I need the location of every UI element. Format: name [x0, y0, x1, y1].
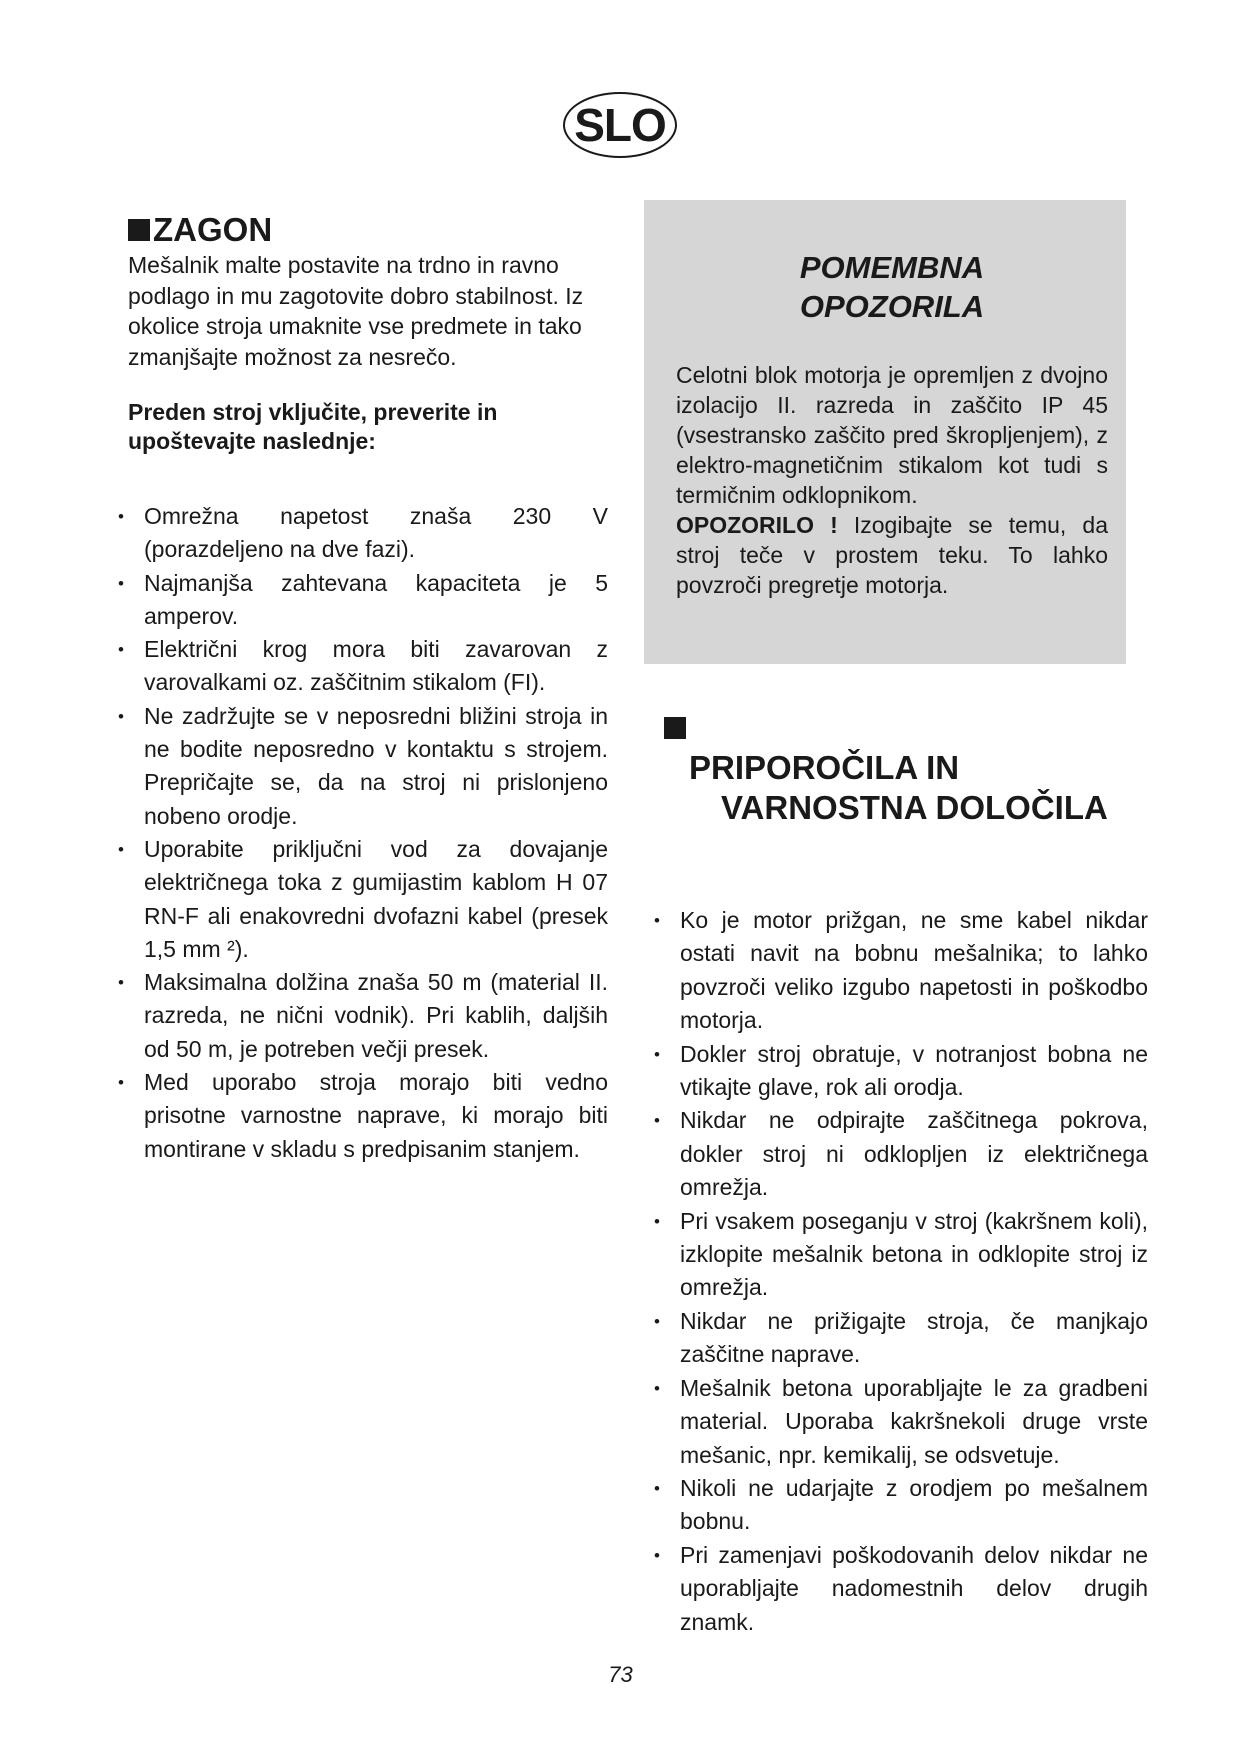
- bullet-icon: •: [118, 839, 124, 859]
- right-column: [654, 708, 1148, 1639]
- bullet-icon: •: [118, 573, 124, 593]
- bullet-icon: •: [118, 507, 124, 526]
- language-badge: SLO: [563, 92, 677, 158]
- bullet-icon: •: [654, 1545, 660, 1565]
- bullet-icon: •: [654, 1311, 660, 1331]
- section-title-zagon: [128, 210, 608, 250]
- list-item: • Ne zadržujte se v neposredni bližini stroja in ne bodite neposredno v kontaktu s strojem. Prepričajte se, da na stroj ni prislonjeno nobeno orodje.: [128, 700, 608, 833]
- list-item: • Maksimalna dolžina znaša 50 m (material II. razreda, ne nični vodnik). Pri kablih, daljših od 50 m, je potreben večji presek.: [128, 966, 608, 1066]
- bullet-icon: •: [654, 1478, 660, 1498]
- intro-paragraph: Mešalnik malte postavite na trdno in ravno podlago in mu zagotovite dobro stabilnost. Iz okolice stroja umaknite vse predmete in tako zmanjšajte možnost za nesrečo.: [128, 252, 584, 370]
- warning-text: Celotni blok motorja je opremljen z dvojno izolacijo II. razreda in zaščito IP 45 (vsestransko zaščito pred škropljenjem), z elektro-magnetičnim stikalom kot tudi s termičnim odklopnikom. OPOZORILO ! Izogibajte se temu, da stroj teče v prostem teku. To lahko povzroči pregretje motorja.: [676, 362, 1108, 598]
- list-item: • Dokler stroj obratuje, v notranjost bobna ne vtikajte glave, rok ali orodja.: [664, 1038, 1148, 1105]
- warning-box: [644, 200, 1126, 664]
- left-column: [118, 210, 608, 1166]
- bullet-icon: •: [654, 1378, 660, 1398]
- warning-label: OPOZORILO !: [676, 512, 838, 538]
- list-item: • Ko je motor prižgan, ne sme kabel nikdar ostati navit na bobnu mešalnika; to lahko povzroči veliko izgubo napetosti in poškodbo motorja.: [664, 904, 1148, 1038]
- list-item: • Mešalnik betona uporabljajte le za gradbeni material. Uporaba kakršnekoli druge vrste mešanic, npr. kemikalij, se odsvetuje.: [664, 1372, 1148, 1472]
- page-number: 73: [608, 1662, 633, 1687]
- bullet-icon: •: [118, 640, 124, 660]
- list-item: • Nikoli ne udarjajte z orodjem po mešalnem bobnu.: [664, 1472, 1148, 1539]
- bullet-icon: •: [654, 911, 660, 930]
- section-title-text: ZAGON: [153, 211, 273, 248]
- right-bullet-list: [654, 904, 1148, 1639]
- warning-title: POMEMBNA OPOZORILA: [799, 250, 985, 324]
- list-item: • Najmanjša zahtevana kapaciteta je 5 amperov.: [128, 567, 608, 634]
- list-item: • Nikdar ne prižigajte stroja, če manjkajo zaščitne naprave.: [664, 1305, 1148, 1372]
- bullet-icon: •: [654, 1211, 660, 1231]
- list-item: • Nikdar ne odpirajte zaščitnega pokrova, dokler stroj ni odklopljen iz električnega omrežja.: [664, 1104, 1148, 1204]
- checklist-subheading: Preden stroj vključite, preverite in upoštevajte naslednje:: [128, 399, 498, 454]
- square-bullet-icon: [664, 717, 686, 739]
- list-item: • Omrežna napetost znaša 230 V (porazdeljeno na dve fazi).: [128, 500, 608, 567]
- list-item: • Pri zamenjavi poškodovanih delov nikdar ne uporabljajte nadomestnih delov drugih znamk.: [664, 1539, 1148, 1639]
- list-item: • Pri vsakem poseganju v stroj (kakršnem koli), izklopite mešalnik betona in odklopite stroj iz omrežja.: [664, 1205, 1148, 1305]
- list-item: • Električni krog mora biti zavarovan z varovalkami oz. zaščitnim stikalom (FI).: [128, 633, 608, 700]
- bullet-icon: •: [118, 706, 124, 726]
- section-title-priporocila: PRIPOROČILA IN VARNOSTNA DOLOČILA: [664, 708, 1148, 868]
- bullet-icon: •: [118, 973, 124, 993]
- bullet-icon: •: [654, 1044, 660, 1064]
- list-item: • Uporabite priključni vod za dovajanje električnega toka z gumijastim kablom H 07 RN-F ali enakovredni dvofazni kabel (presek 1,5 mm ²).: [128, 833, 608, 966]
- bullet-icon: •: [654, 1111, 660, 1131]
- left-bullet-list: [118, 500, 608, 1166]
- square-bullet-icon: [128, 219, 150, 241]
- bullet-icon: •: [118, 1073, 124, 1093]
- list-item: • Med uporabo stroja morajo biti vedno prisotne varnostne naprave, ki morajo biti montirane v skladu s predpisanim stanjem.: [128, 1066, 608, 1166]
